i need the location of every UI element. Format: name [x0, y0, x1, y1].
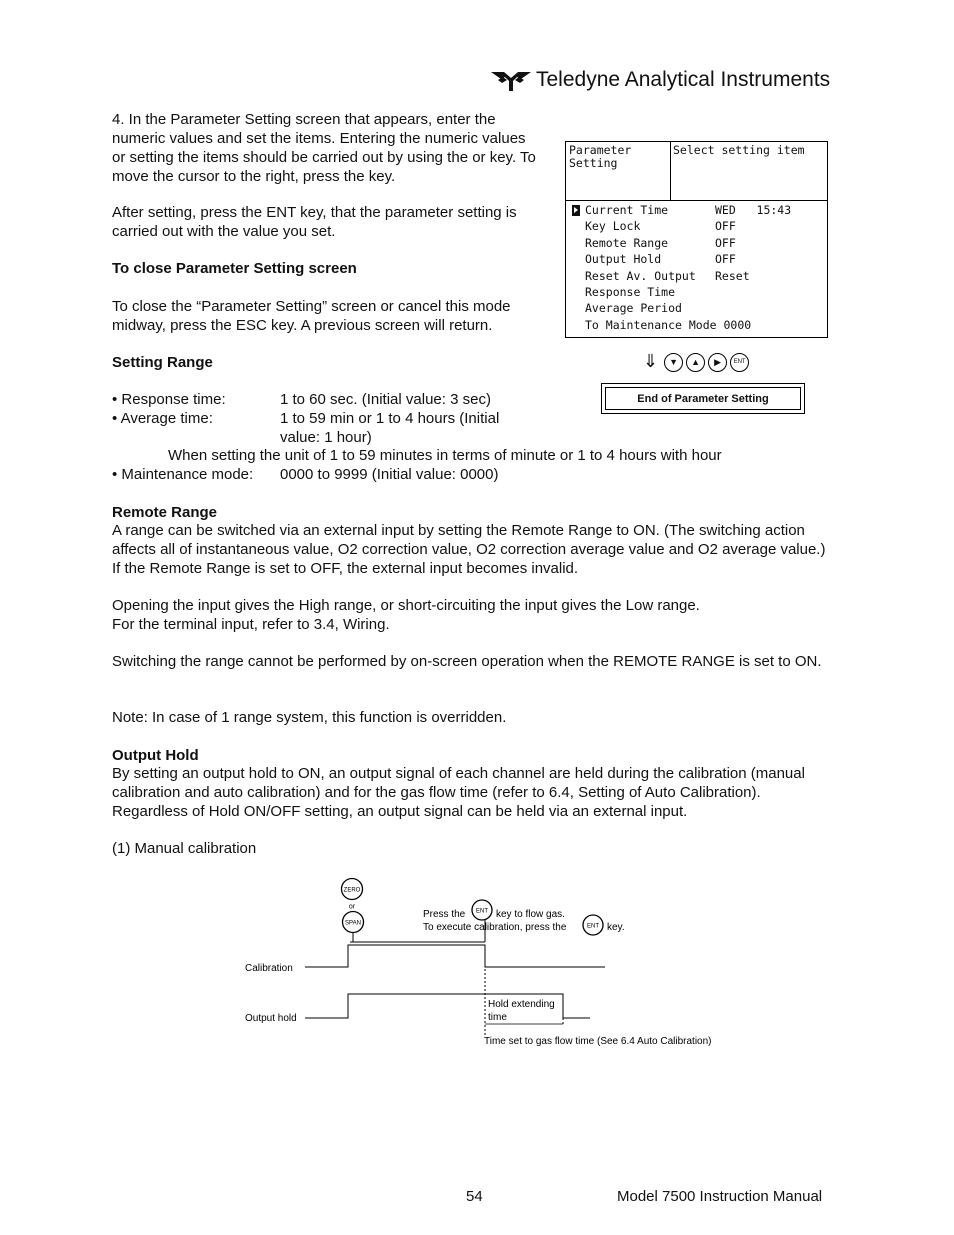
- manual-title: Model 7500 Instruction Manual: [617, 1188, 823, 1205]
- intro-paragraph-1: 4. In the Parameter Setting screen that appears, enter the numeric values and set the items. Entering the numeric values or setting the items should be carried out by using the or key. To move the cursor to the right, press the key.: [112, 111, 536, 185]
- ent-key-icon: [472, 900, 492, 920]
- average-time-value-1: 1 to 59 min or 1 to 4 hours (Initial: [280, 410, 500, 427]
- double-down-arrow-icon: ⇓: [643, 351, 659, 372]
- ent-key-icon[interactable]: ENT: [730, 353, 749, 372]
- press-text-pre: Press the: [423, 909, 466, 920]
- ent-key-label: ENT: [476, 908, 488, 915]
- average-time-value-2: value: 1 hour): [280, 429, 372, 446]
- page-number: 54: [466, 1188, 483, 1205]
- remote-range-paragraph-3: Switching the range cannot be performed by on-screen operation when the REMOTE RANGE is set to ON.: [112, 653, 822, 670]
- press-text-post: key to flow gas.: [496, 909, 565, 920]
- calibration-label: Calibration: [245, 963, 293, 974]
- output-hold-heading: Output Hold: [112, 747, 199, 764]
- key-icons: [643, 352, 749, 372]
- right-key-icon[interactable]: ▶: [708, 353, 727, 372]
- down-key-icon[interactable]: ▼: [664, 353, 683, 372]
- end-of-setting-label: End of Parameter Setting: [605, 387, 801, 410]
- setting-range-heading: Setting Range: [112, 354, 213, 371]
- or-text: or: [348, 903, 356, 911]
- end-of-setting-box: [601, 383, 805, 414]
- maintenance-mode-value: 0000 to 9999 (Initial value: 0000): [280, 466, 499, 483]
- close-heading: To close Parameter Setting screen: [112, 260, 357, 277]
- remote-range-paragraph-2a: Opening the input gives the High range, or short-circuiting the input gives the Low range.: [112, 597, 700, 614]
- setting-value: Reset: [715, 268, 750, 283]
- screen-title-line-2: Setting: [569, 156, 618, 170]
- zero-key-icon: [342, 879, 363, 900]
- gas-flow-time-note: Time set to gas flow time (See 6.4 Auto Calibration): [484, 1036, 712, 1047]
- screen-title-bar: [566, 142, 827, 201]
- setting-row-current-time[interactable]: [566, 202, 827, 218]
- setting-row-reset-av-output[interactable]: [566, 268, 827, 284]
- span-key-label: SPAN: [345, 920, 361, 927]
- zero-key-label: ZERO: [343, 887, 361, 894]
- setting-label: Reset Av. Output: [585, 268, 696, 283]
- setting-label: To Maintenance Mode 0000: [585, 317, 752, 332]
- output-hold-label: Output hold: [245, 1013, 297, 1024]
- maintenance-mode-label: • Maintenance mode:: [112, 466, 254, 483]
- setting-row-output-hold[interactable]: [566, 251, 827, 267]
- hold-extending-label-1: Hold extending: [488, 999, 555, 1010]
- setting-value: WED 15:43: [715, 203, 792, 217]
- setting-label: Remote Range: [585, 235, 669, 250]
- response-time-label: • Response time:: [112, 391, 226, 408]
- setting-label: Response Time: [585, 284, 676, 299]
- setting-label: Current Time: [585, 203, 669, 217]
- calibration-signal: [305, 945, 605, 967]
- screen-hint: Select setting item: [673, 143, 805, 157]
- setting-value: OFF: [715, 219, 736, 234]
- divider: [670, 142, 671, 200]
- ent-key-label: ENT: [587, 923, 599, 930]
- hold-extending-label-2: time: [488, 1012, 507, 1023]
- average-time-label: • Average time:: [112, 410, 213, 427]
- screen-title: [569, 144, 631, 170]
- screen-title-line-1: Parameter: [569, 143, 632, 157]
- ent-key-icon: [583, 915, 603, 935]
- setting-row-response-time[interactable]: [566, 284, 827, 300]
- manual-calibration-subheading: (1) Manual calibration: [112, 840, 257, 857]
- output-hold-paragraph: By setting an output hold to ON, an output signal of each channel are held during the calibration (manual calibration and auto calibration) and for the gas flow time (refer to 6.4, Setting of Auto Calibration). Regardless of Hold ON/OFF setting, an output signal can be held via an external input.: [112, 765, 805, 820]
- execute-text-post: key.: [607, 922, 625, 933]
- setting-row-maintenance-mode[interactable]: [566, 317, 827, 333]
- intro-paragraph-2: After setting, press the ENT key, that the parameter setting is carried out with the value you set.: [112, 204, 517, 240]
- remote-range-paragraph-1: A range can be switched via an external input by setting the Remote Range to ON. (The switching action affects all of instantaneous value, O2 correction value, O2 correction average value and O2 average value.) If the Remote Range is set to OFF, the external input becomes invalid.: [112, 522, 826, 577]
- page-header: [490, 66, 830, 94]
- manual-calibration-timing-diagram: [240, 870, 740, 1055]
- setting-list: [566, 202, 827, 333]
- average-time-note: When setting the unit of 1 to 59 minutes in terms of minute or 1 to 4 hours with hour: [168, 447, 722, 464]
- setting-value: OFF: [715, 252, 736, 267]
- cursor-icon: [572, 205, 580, 216]
- up-key-icon[interactable]: ▲: [686, 353, 705, 372]
- remote-range-heading: Remote Range: [112, 504, 218, 521]
- intro-paragraph-3: To close the “Parameter Setting” screen or cancel this mode midway, press the ESC key. A previous screen will return.: [112, 298, 511, 334]
- setting-row-remote-range[interactable]: [566, 235, 827, 251]
- remote-range-note: Note: In case of 1 range system, this function is overridden.: [112, 709, 507, 726]
- response-time-value: 1 to 60 sec. (Initial value: 3 sec): [280, 391, 491, 408]
- setting-label: Output Hold: [585, 252, 662, 267]
- parameter-setting-screen: [565, 141, 828, 338]
- span-key-icon: [343, 912, 364, 933]
- setting-row-key-lock[interactable]: [566, 218, 827, 234]
- setting-row-average-period[interactable]: [566, 300, 827, 316]
- execute-text-pre: To execute calibration, press the: [423, 922, 567, 933]
- brand-name: Teledyne Analytical Instruments: [536, 68, 831, 91]
- setting-value: OFF: [715, 235, 736, 250]
- teledyne-logo-icon: [490, 68, 532, 92]
- remote-range-paragraph-2b: For the terminal input, refer to 3.4, Wiring.: [112, 616, 390, 633]
- setting-label: Key Lock: [585, 219, 641, 234]
- setting-label: Average Period: [585, 301, 682, 316]
